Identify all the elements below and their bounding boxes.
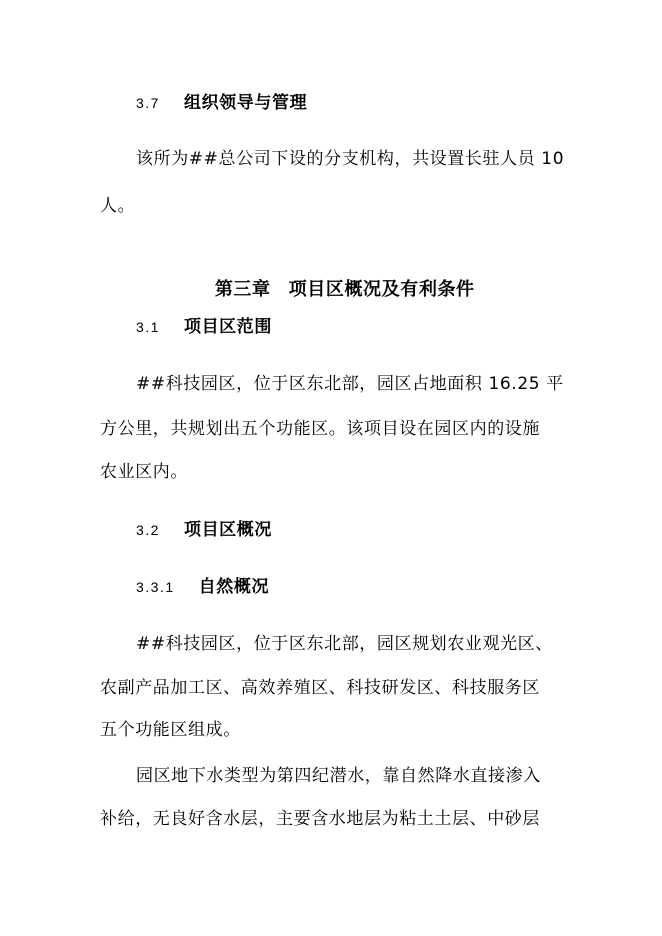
chapter-title — [0, 254, 662, 326]
paragraph-line: 五个功能区组成。 — [100, 720, 241, 740]
section-title: 自然概况 — [198, 577, 270, 597]
section-number: 3.1 — [136, 319, 160, 335]
section-title: 项目区范围 — [183, 317, 272, 337]
paragraph-line: 补给，无良好含水层，主要含水地层为粘土土层、中砂层 — [100, 809, 540, 829]
paragraph-line: 方公里，共规划出五个功能区。该项目设在园区内的设施 — [100, 419, 540, 439]
paragraph-line: 人。 — [100, 196, 136, 216]
section-title: 组织领导与管理 — [183, 93, 308, 113]
chapter-name: 项目区概况及有利条件 — [288, 279, 475, 300]
section-heading-3-2 — [136, 519, 272, 541]
paragraph-line: ##科技园区，位于区东北部，园区占地面积 16.25 平 — [136, 374, 564, 394]
section-heading-3-1 — [136, 316, 272, 338]
section-heading-3-3-1 — [136, 576, 269, 598]
section-number: 3.2 — [136, 522, 160, 538]
section-number: 3.7 — [136, 95, 160, 111]
section-title: 项目区概况 — [183, 520, 272, 540]
chapter-label: 第三章 — [214, 279, 271, 300]
paragraph-line: 该所为##总公司下设的分支机构，共设置长驻人员 10 — [136, 149, 565, 169]
section-number: 3.3.1 — [136, 579, 175, 595]
paragraph-line: 园区地下水类型为第四纪潜水，靠自然降水直接渗入 — [136, 766, 541, 786]
section-heading-3-7 — [136, 92, 307, 114]
paragraph-line: 农业区内。 — [100, 462, 188, 482]
paragraph-line: ##科技园区，位于区东北部，园区规划农业观光区、 — [136, 634, 553, 654]
paragraph-line: 农副产品加工区、高效养殖区、科技研发区、科技服务区 — [100, 678, 540, 698]
